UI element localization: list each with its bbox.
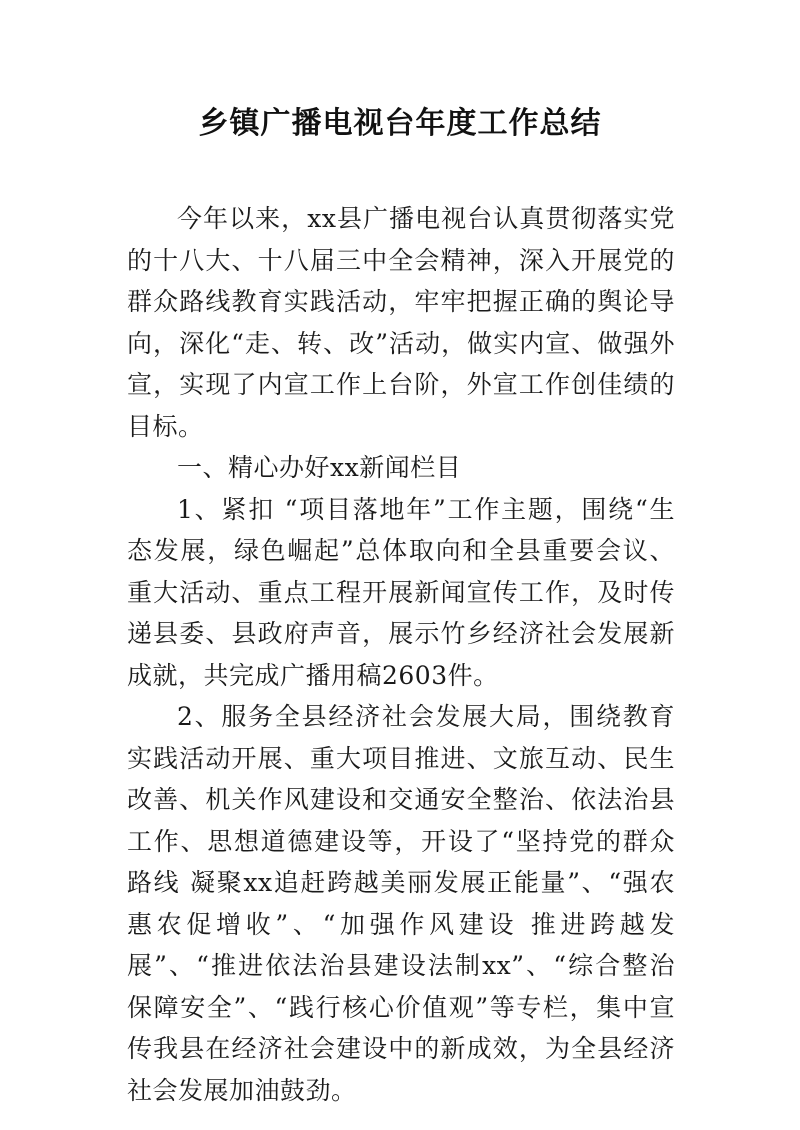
paragraph-item-1: 1、紧扣 “项目落地年”工作主题，围绕“生态发展，绿色崛起”总体取向和全县重要会议、重大活动、重点工程开展新闻宣传工作，及时传递县委、县政府声音，展示竹乡经济社会发展新成就，共完成广播用稿2603件。	[127, 494, 675, 690]
paragraph-intro: 今年以来，xx县广播电视台认真贯彻落实党的十八大、十八届三中全会精神，深入开展党的群众路线教育实践活动，牢牢把握正确的舆论导向，深化“走、转、改”活动，做实内宣、做强外宣，实现了内宣工作上台阶，外宣工作创佳绩的目标。	[127, 204, 675, 441]
section-heading: 一、精心办好xx新闻栏目	[177, 453, 462, 482]
document-body	[127, 198, 675, 1111]
document-title: 乡镇广播电视台年度工作总结	[198, 106, 602, 141]
paragraph-item-2: 2、服务全县经济社会发展大局，围绕教育实践活动开展、重大项目推进、文旅互动、民生改善、机关作风建设和交通安全整治、依法治县工作、思想道德建设等，开设了“坚持党的群众路线 凝聚xx追赶跨越美丽发展正能量”、“强农惠农促增收”、“加强作风建设 推进跨越发展”、“推进依法治县建设法制xx”、“综合整治 保障安全”、“践行核心价值观”等专栏，集中宣传我县在经济社会建设中的新成效，为全县经济社会发展加油鼓劲。	[127, 702, 675, 1105]
